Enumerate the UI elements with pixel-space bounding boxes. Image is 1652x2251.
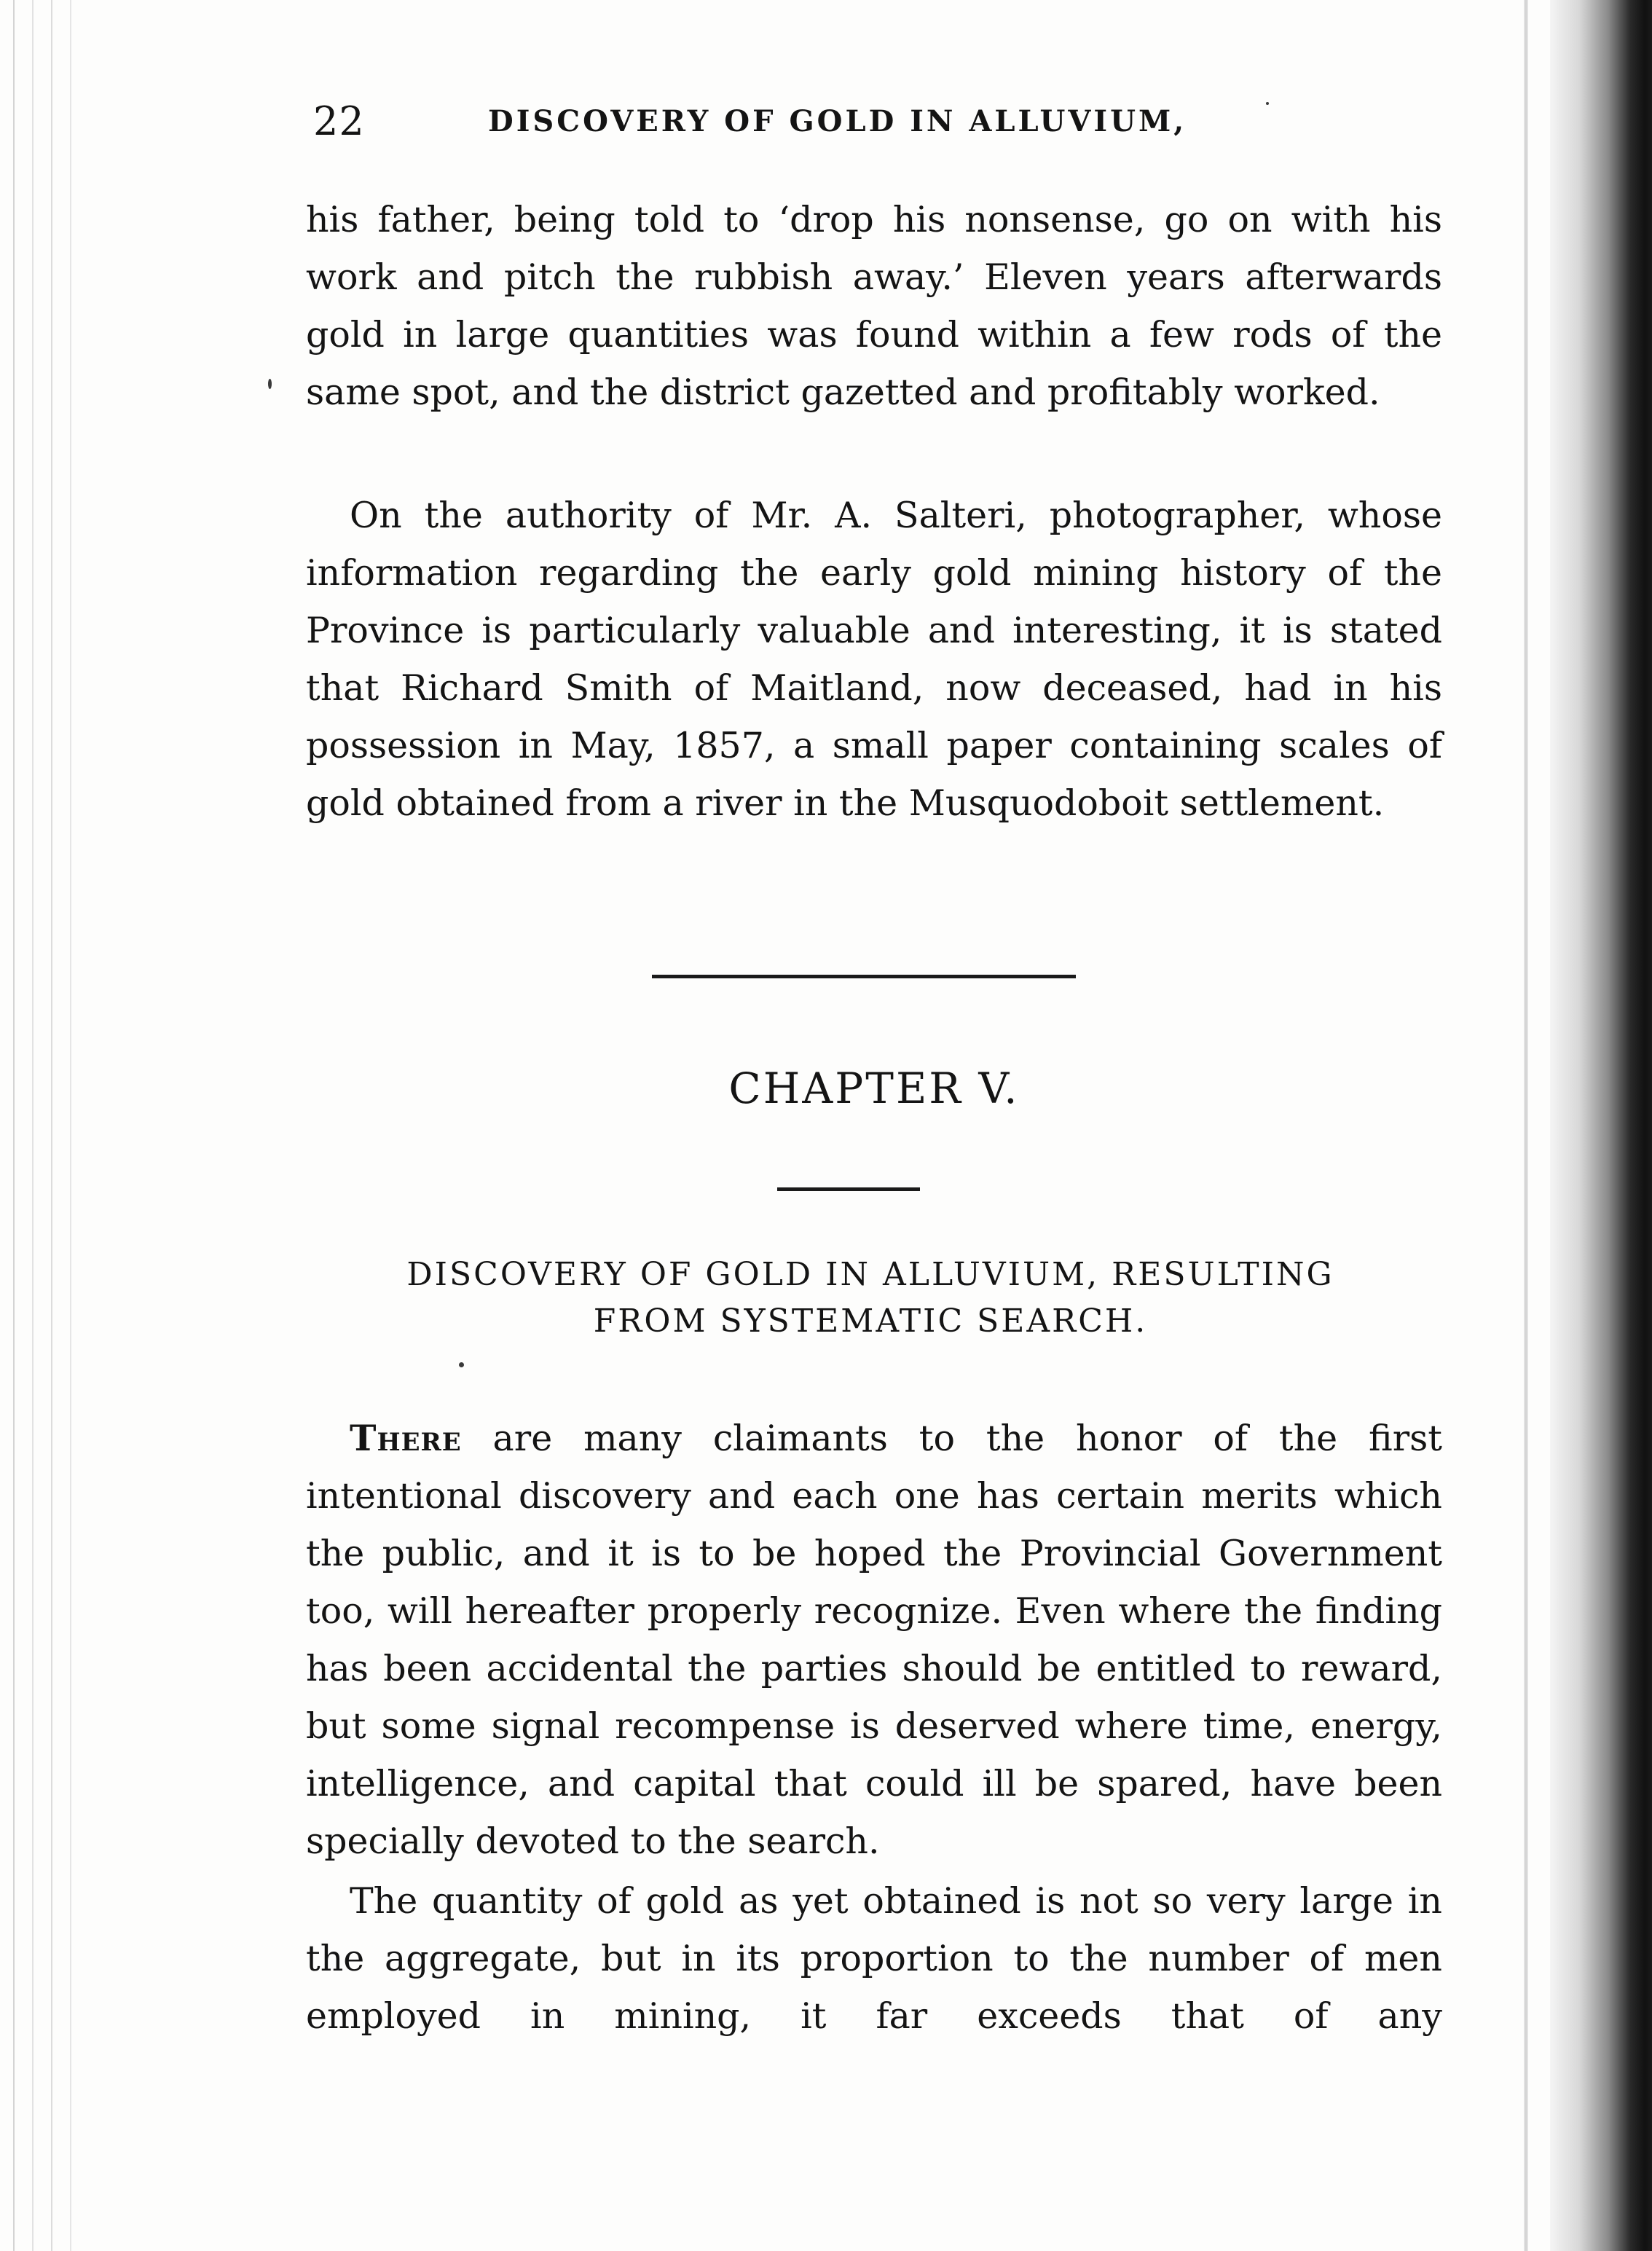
chapter-heading-line-2: FROM SYSTEMATIC SEARCH. (593, 1303, 1148, 1340)
lead-word: There (350, 1417, 462, 1459)
scan-speck (1266, 102, 1269, 105)
paragraph-text: The quantity of gold as yet obtained is not so very large in the aggregate, but in its proportion to the number of men employed in mining, it far exceeds that of any (306, 1880, 1442, 2037)
paragraph-body: are many claimants to the honor of the first intentional discovery and each one has certain merits which the public, and it is to be hoped the Provincial Government too, will hereafter properly recognize. Even where the finding has been accidental the parties should be entitled to reward, but some signal recompense is deserved where time, energy, intelligence, and capital that could ill be spared, have been specially devoted to the search. (306, 1418, 1442, 1862)
binding-edge (1550, 0, 1652, 2251)
chapter-heading (288, 1252, 1453, 1345)
paragraph-text: his father, being told to ‘drop his nonsense, go on with his work and pitch the rubbish away.’ Eleven years afterwards gold in large quantities was found within a few rods of the same spot, and the district gazetted and profitably worked. (306, 199, 1442, 413)
section-divider-rule (652, 975, 1076, 978)
paragraph-text: On the authority of Mr. A. Salteri, photographer, whose information regarding the early gold mining history of the Province is particularly valuable and interesting, it is stated that Richard Smith of Maitland, now deceased, had in his possession in May, 1857, a small paper containing scales of gold obtained from a river in the Musquodoboit settlement. (306, 495, 1442, 824)
scan-speck (459, 1362, 464, 1367)
paragraph-text (306, 1410, 1442, 1870)
chapter-heading-line-1: DISCOVERY OF GOLD IN ALLUVIUM, RESULTING (406, 1256, 1334, 1293)
binding-crease (1524, 0, 1528, 2251)
paragraph-salteri (306, 487, 1442, 832)
paragraph-quantity (306, 1872, 1442, 2045)
running-head (313, 98, 1435, 157)
scan-speck (268, 379, 272, 389)
chapter-title: CHAPTER V. (728, 1064, 1020, 1113)
page-number: 22 (313, 98, 365, 144)
scan-left-margin (0, 0, 87, 2251)
running-head-title: DISCOVERY OF GOLD IN ALLUVIUM, (488, 104, 1187, 138)
chapter-divider-rule (777, 1187, 920, 1191)
paragraph-continuation (306, 191, 1442, 421)
paragraph-claimants (306, 1410, 1442, 1870)
